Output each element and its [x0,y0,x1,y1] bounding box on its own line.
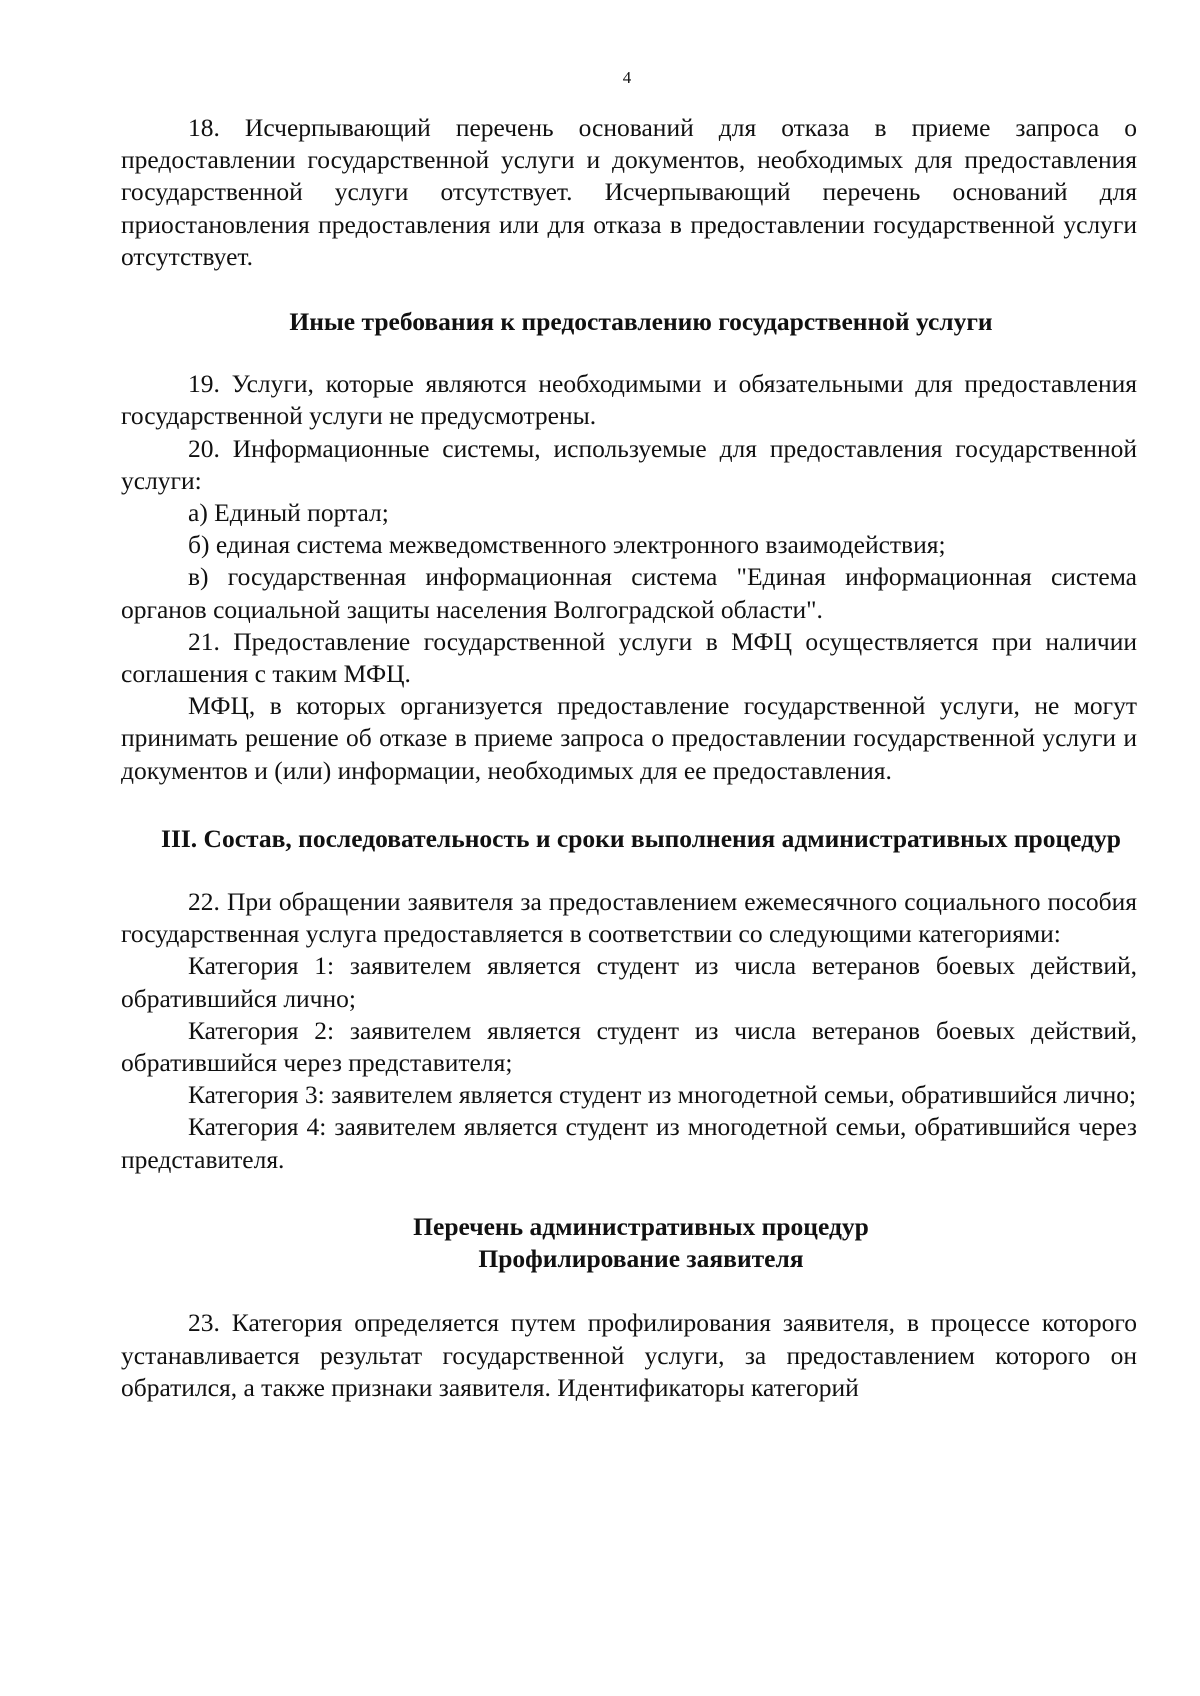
heading-procedures-list: Перечень административных процедур [413,1211,869,1241]
heading-other-requirements: Иные требования к предоставлению государственной услуги [289,307,993,337]
paragraph-21-mfc: МФЦ, в которых организуется предоставление государственной услуги, не могут принимать решение об отказе в приеме запроса о предоставлении государственной услуги и документов и (или) информации, необходимых для ее предоставления. [121,691,1137,785]
heading-section-3: III. Состав, последовательность и сроки выполнения административных процедур [161,823,1121,853]
list-item-a: а) Единый портал; [188,498,389,528]
category-2: Категория 2: заявителем является студент из числа ветеранов боевых действий, обратившийся через представителя; [121,1015,1137,1078]
paragraph-22: 22. При обращении заявителя за предоставлением ежемесячного социального пособия государственная услуга предоставляется в соответствии со следующими категориями: [121,887,1137,949]
category-4: Категория 4: заявителем является студент из многодетной семьи, обратившийся через представителя. [121,1112,1137,1174]
category-3: Категория 3: заявителем является студент из многодетной семьи, обратившийся лично; [188,1080,1137,1110]
list-item-v: в) государственная информационная система "Единая информационная система органов социальной защиты населения Волгоградской области". [121,562,1137,624]
heading-profiling: Профилирование заявителя [478,1244,804,1274]
paragraph-23: 23. Категория определяется путем профилирования заявителя, в процессе которого устанавливается результат государственной услуги, за предоставлением которого он обратился, а также признаки заявителя. Идентификаторы категорий [121,1308,1137,1402]
paragraph-20: 20. Информационные системы, используемые для предоставления государственной услуги: [121,433,1137,495]
category-1: Категория 1: заявителем является студент из числа ветеранов боевых действий, обратившийся лично; [121,951,1137,1013]
document-body [121,112,1137,1404]
paragraph-18: 18. Исчерпывающий перечень оснований для отказа в приеме запроса о предоставлении государственной услуги и документов, необходимых для предоставления государственной услуги отсутствует. Исчерпывающий перечень оснований для приостановления предоставления или для отказа в предоставлении государственной услуги отсутствует. [121,113,1137,271]
paragraph-19: 19. Услуги, которые являются необходимыми и обязательными для предоставления государственной услуги не предусмотрены. [121,369,1137,431]
list-item-b: б) единая система межведомственного электронного взаимодействия; [188,530,946,560]
paragraph-21: 21. Предоставление государственной услуги в МФЦ осуществляется при наличии соглашения с таким МФЦ. [121,626,1137,689]
page-number: 4 [622,68,632,87]
